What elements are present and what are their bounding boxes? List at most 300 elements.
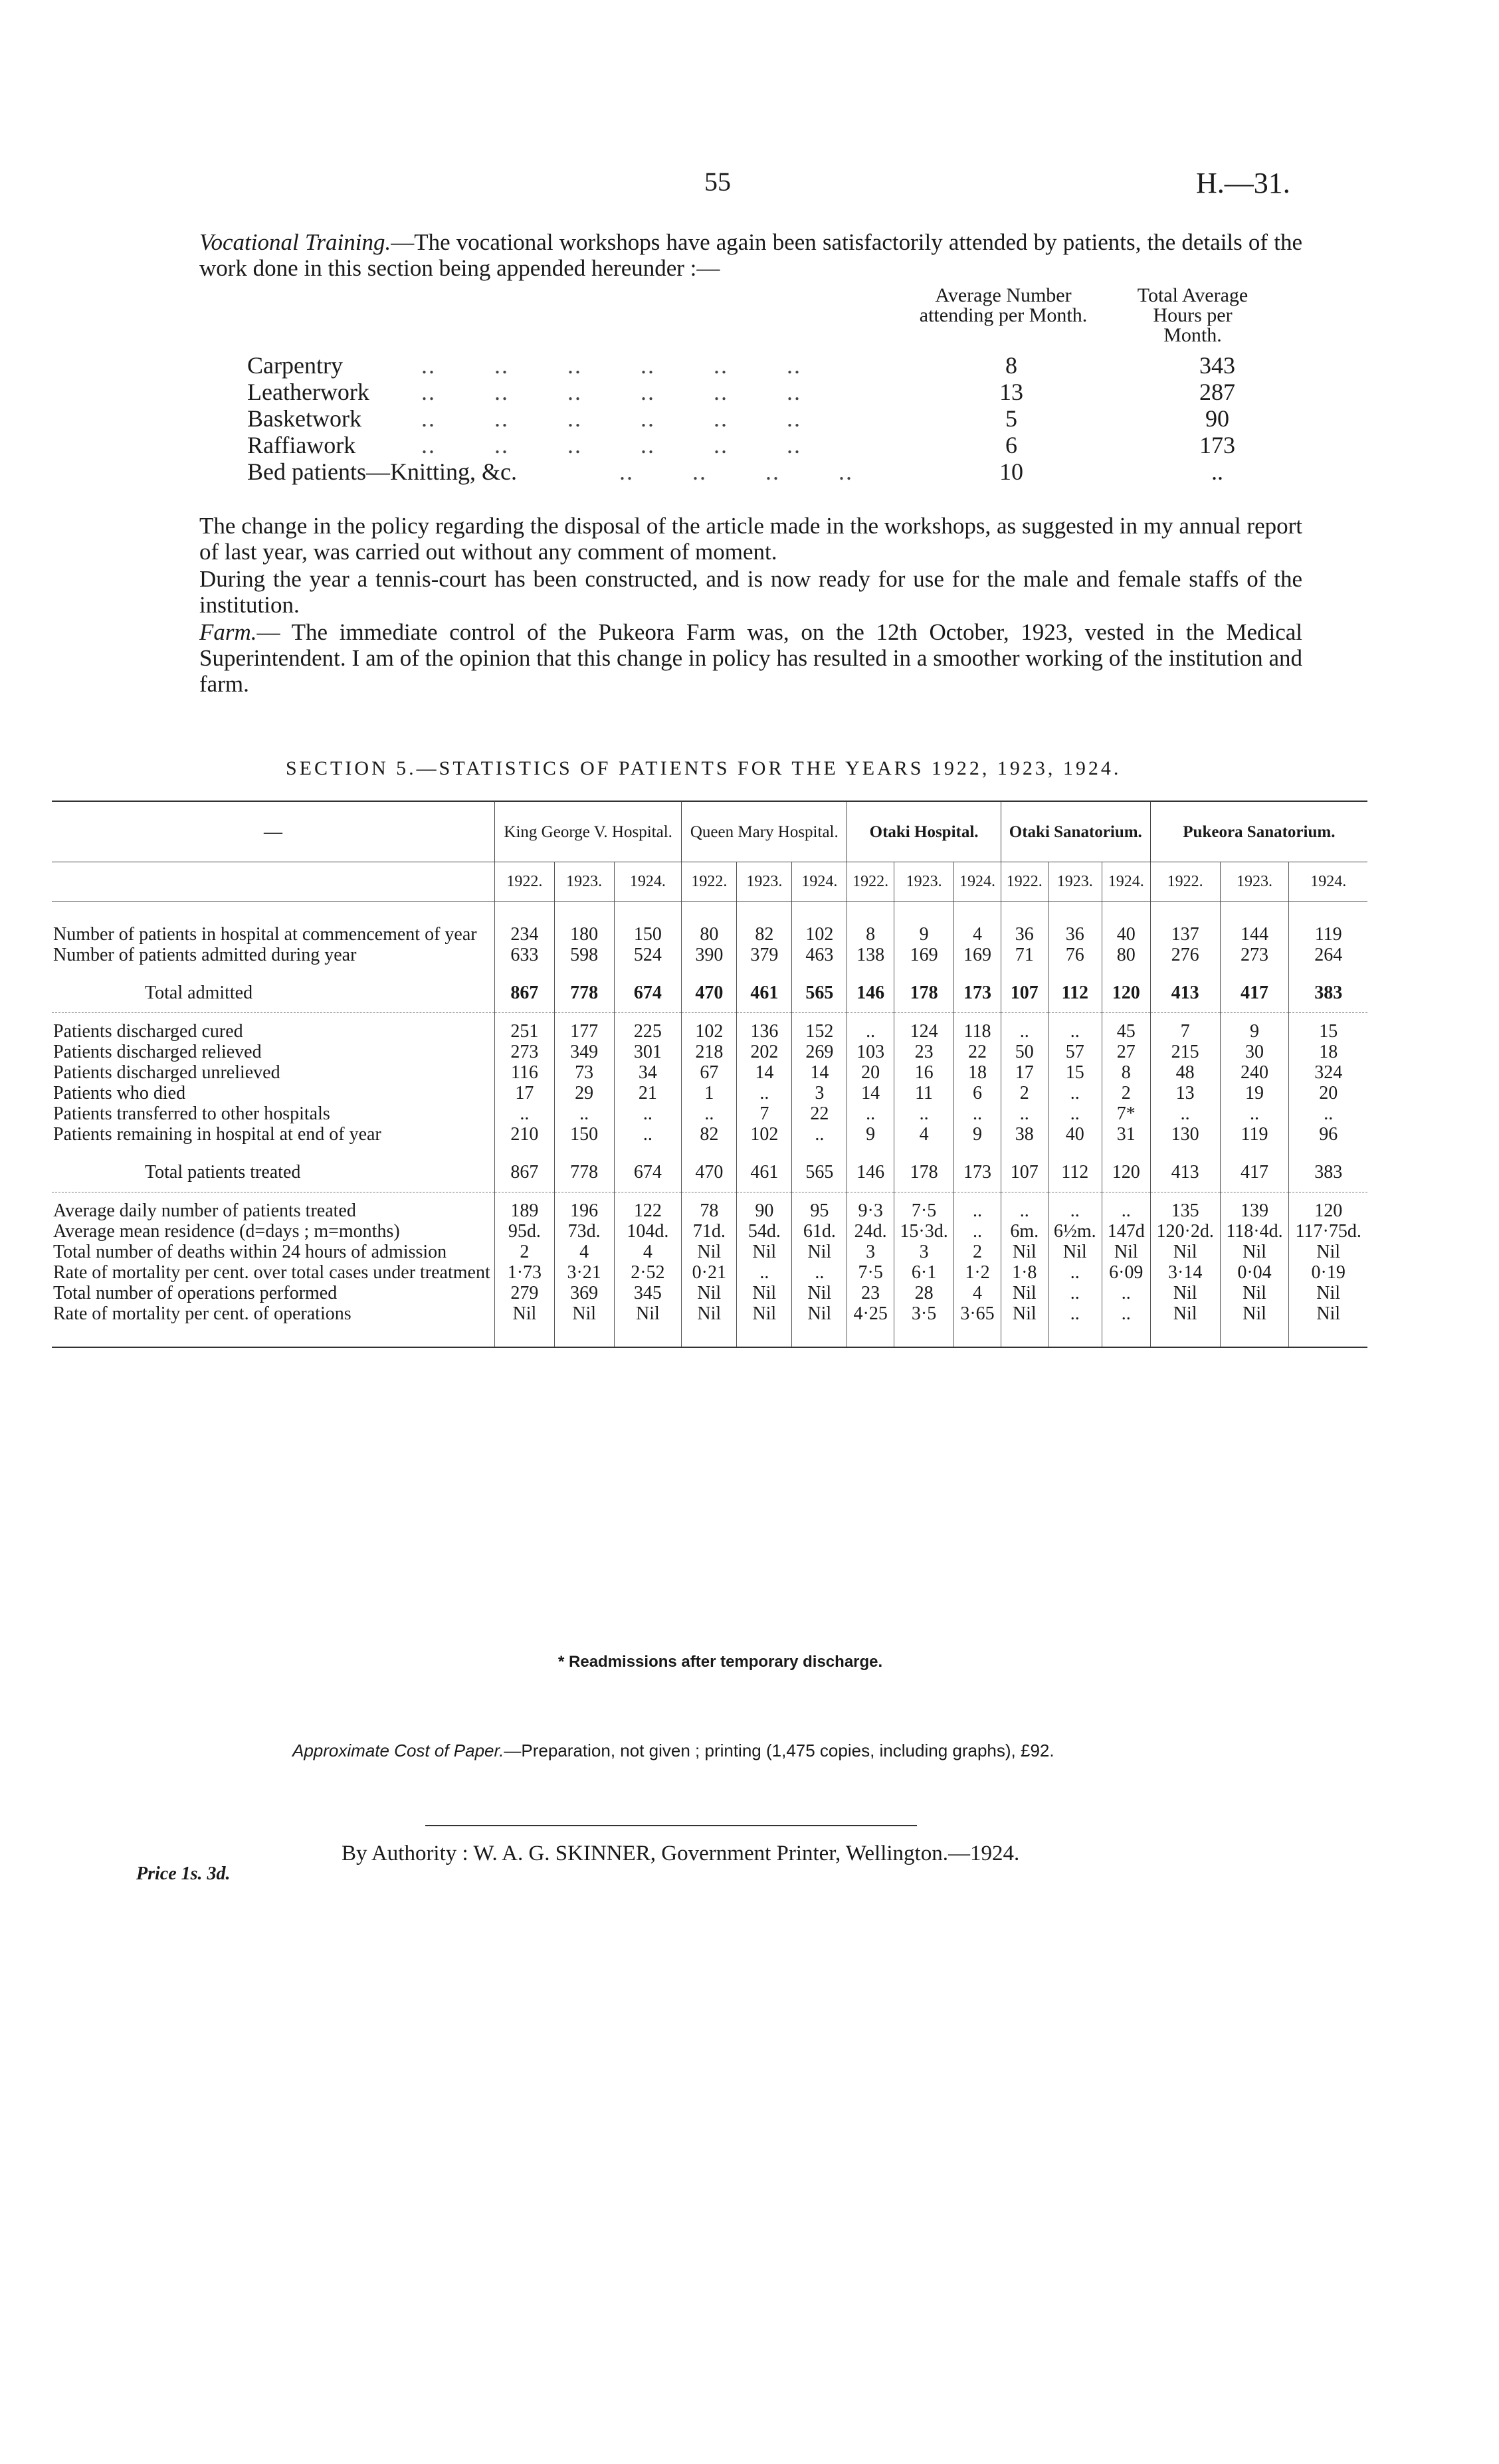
table-cell: 383: [1289, 973, 1367, 1013]
document-code: H.—31.: [1196, 167, 1290, 199]
table-cell: 71d.: [682, 1221, 737, 1242]
table-cell: 23: [894, 1042, 954, 1062]
table-cell: 4: [894, 1124, 954, 1145]
table-row: [52, 1103, 1367, 1124]
table-cell: Nil: [1001, 1303, 1048, 1324]
table-cell: 269: [792, 1042, 847, 1062]
table-cell: ..: [1048, 1262, 1102, 1283]
table-cell: ..: [1102, 1303, 1150, 1324]
row-label: Patients discharged unrelieved: [53, 1062, 280, 1083]
table-cell: Nil: [1289, 1242, 1367, 1262]
table-cell: 144: [1220, 924, 1289, 945]
table-row: [52, 1242, 1367, 1262]
table-cell: ..: [1048, 1200, 1102, 1221]
table-cell: 11: [894, 1083, 954, 1103]
table-cell: Nil: [1220, 1283, 1289, 1303]
table-cell: 80: [682, 924, 737, 945]
table-cell: 0·04: [1220, 1262, 1289, 1283]
table-row: [52, 1200, 1367, 1221]
table-cell: 169: [954, 945, 1001, 965]
table-cell: ..: [954, 1221, 1001, 1242]
table-cell: 6·09: [1102, 1262, 1150, 1283]
table-cell: Nil: [682, 1283, 737, 1303]
table-cell: 102: [737, 1124, 792, 1145]
table-cell: 23: [847, 1283, 894, 1303]
table-cell: 6½m.: [1048, 1221, 1102, 1242]
table-cell: 633: [495, 945, 555, 965]
table-cell: ..: [614, 1103, 682, 1124]
table-cell: 119: [1220, 1124, 1289, 1145]
row-label: Patients who died: [53, 1083, 186, 1103]
table-cell: 598: [554, 945, 614, 965]
hospital-header: Otaki Hospital.: [847, 801, 1001, 862]
page-number: 55: [704, 167, 731, 197]
table-cell: 2: [1001, 1083, 1048, 1103]
vocational-row: Carpentry .. .. .. .. .. .. 8 343: [247, 352, 1235, 379]
row-label: Patients discharged cured: [53, 1021, 243, 1042]
vocational-row: Raffiawork .. .. .. .. .. .. 6 173: [247, 432, 1235, 458]
table-cell: Nil: [737, 1242, 792, 1262]
table-cell: 61d.: [792, 1221, 847, 1242]
table-row: [52, 1153, 1367, 1192]
table-cell: Nil: [792, 1303, 847, 1324]
table-cell: 139: [1220, 1200, 1289, 1221]
table-cell: 7: [737, 1103, 792, 1124]
table-corner: —: [52, 801, 495, 862]
year-header: 1924.: [954, 862, 1001, 901]
row-label: Average mean residence (d=days ; m=months): [53, 1221, 400, 1242]
table-cell: 112: [1048, 973, 1102, 1013]
table-cell: 210: [495, 1124, 555, 1145]
printer-authority: By Authority : W. A. G. SKINNER, Government Printer, Wellington.—1924.: [342, 1842, 1020, 1865]
table-cell: 9·3: [847, 1200, 894, 1221]
paragraph-policy: The change in the policy regarding the disposal of the article made in the workshops, as suggested in my annual report of last year, was carried out without any comment of moment.: [199, 513, 1302, 565]
table-cell: ..: [737, 1262, 792, 1283]
table-cell: 461: [737, 973, 792, 1013]
table-cell: 6m.: [1001, 1221, 1048, 1242]
row-label: Patients transferred to other hospitals: [53, 1103, 330, 1124]
vocational-intro: [199, 229, 1302, 281]
table-cell: 225: [614, 1021, 682, 1042]
farm-heading: Farm.: [199, 619, 257, 645]
statistics-table: [52, 801, 1367, 1348]
table-cell: 4: [954, 1283, 1001, 1303]
row-label: Rate of mortality per cent. over total cases under treatment: [53, 1262, 490, 1283]
table-cell: 14: [737, 1062, 792, 1083]
table-cell: 463: [792, 945, 847, 965]
table-cell: ..: [1001, 1021, 1048, 1042]
table-cell: 122: [614, 1200, 682, 1221]
table-cell: 73: [554, 1062, 614, 1083]
table-cell: 6: [954, 1083, 1001, 1103]
year-header: 1924.: [1102, 862, 1150, 901]
table-row: [52, 1062, 1367, 1083]
table-cell: 178: [894, 973, 954, 1013]
table-cell: 215: [1150, 1042, 1220, 1062]
table-cell: Nil: [1150, 1283, 1220, 1303]
row-label: Total admitted: [52, 973, 495, 1013]
table-cell: Nil: [682, 1303, 737, 1324]
table-cell: 413: [1150, 1153, 1220, 1192]
table-cell: 21: [614, 1083, 682, 1103]
table-cell: 20: [847, 1062, 894, 1083]
table-cell: 30: [1220, 1042, 1289, 1062]
table-cell: 674: [614, 973, 682, 1013]
table-cell: ..: [954, 1103, 1001, 1124]
table-cell: ..: [495, 1103, 555, 1124]
table-cell: 3: [894, 1242, 954, 1262]
row-label: Total number of deaths within 24 hours of admission: [53, 1242, 447, 1262]
footnote: * Readmissions after temporary discharge.: [558, 1653, 883, 1671]
table-cell: 147d: [1102, 1221, 1150, 1242]
table-cell: Nil: [792, 1283, 847, 1303]
vocational-row: Bed patients—Knitting, &c. .. .. .. .. 10 ..: [247, 458, 1223, 485]
table-cell: Nil: [1001, 1242, 1048, 1262]
table-cell: 104d.: [614, 1221, 682, 1242]
table-cell: 102: [682, 1021, 737, 1042]
table-cell: Nil: [554, 1303, 614, 1324]
year-header: 1923.: [554, 862, 614, 901]
table-cell: 67: [682, 1062, 737, 1083]
year-header: 1924.: [614, 862, 682, 901]
hospital-header: Otaki Sanatorium.: [1001, 801, 1150, 862]
table-cell: 78: [682, 1200, 737, 1221]
table-cell: 7·5: [847, 1262, 894, 1283]
table-cell: 17: [1001, 1062, 1048, 1083]
table-row: [52, 1042, 1367, 1062]
hospital-header: King George V. Hospital.: [495, 801, 682, 862]
row-label: Patients discharged relieved: [53, 1042, 262, 1062]
hospital-header: Queen Mary Hospital.: [682, 801, 847, 862]
table-cell: 24d.: [847, 1221, 894, 1242]
table-cell: 137: [1150, 924, 1220, 945]
table-cell: 524: [614, 945, 682, 965]
table-cell: Nil: [1048, 1242, 1102, 1262]
table-cell: 20: [1289, 1083, 1367, 1103]
year-header: 1922.: [1150, 862, 1220, 901]
table-cell: 18: [954, 1062, 1001, 1083]
price: Price 1s. 3d.: [136, 1863, 231, 1884]
row-label: Average daily number of patients treated: [53, 1200, 356, 1221]
table-cell: 379: [737, 945, 792, 965]
table-cell: 102: [792, 924, 847, 945]
table-cell: 3: [792, 1083, 847, 1103]
table-cell: 417: [1220, 1153, 1289, 1192]
table-cell: 565: [792, 973, 847, 1013]
table-cell: ..: [1102, 1200, 1150, 1221]
table-cell: ..: [894, 1103, 954, 1124]
table-cell: 173: [954, 973, 1001, 1013]
table-cell: 96: [1289, 1124, 1367, 1145]
year-header: 1922.: [847, 862, 894, 901]
table-cell: 31: [1102, 1124, 1150, 1145]
table-cell: 4: [614, 1242, 682, 1262]
table-cell: 120·2d.: [1150, 1221, 1220, 1242]
table-cell: 234: [495, 924, 555, 945]
table-cell: 82: [737, 924, 792, 945]
year-header: 1922.: [1001, 862, 1048, 901]
row-label: Total number of operations performed: [53, 1283, 338, 1303]
divider-rule: [425, 1825, 917, 1826]
table-cell: Nil: [1289, 1283, 1367, 1303]
table-cell: 189: [495, 1200, 555, 1221]
row-label: Patients remaining in hospital at end of year: [53, 1124, 381, 1145]
table-cell: ..: [1048, 1083, 1102, 1103]
vocational-intro-text: —The vocational workshops have again been satisfactorily attended by patients, the details of the work done in this section being appended hereunder :—: [199, 229, 1302, 281]
table-cell: Nil: [1150, 1242, 1220, 1262]
table-cell: 130: [1150, 1124, 1220, 1145]
row-label: Total patients treated: [52, 1153, 495, 1192]
table-cell: 383: [1289, 1153, 1367, 1192]
year-header: 1922.: [495, 862, 555, 901]
table-cell: 9: [1220, 1021, 1289, 1042]
table-cell: 36: [1001, 924, 1048, 945]
table-cell: 136: [737, 1021, 792, 1042]
table-cell: Nil: [1001, 1283, 1048, 1303]
table-cell: ..: [737, 1083, 792, 1103]
table-cell: 14: [792, 1062, 847, 1083]
table-cell: ..: [1150, 1103, 1220, 1124]
table-cell: ..: [792, 1124, 847, 1145]
table-cell: 251: [495, 1021, 555, 1042]
table-cell: Nil: [495, 1303, 555, 1324]
table-cell: Nil: [1102, 1242, 1150, 1262]
col-header-attending: Average Number attending per Month.: [919, 284, 1088, 326]
table-cell: 73d.: [554, 1221, 614, 1242]
hospital-header: Pukeora Sanatorium.: [1150, 801, 1367, 862]
table-cell: 118·4d.: [1220, 1221, 1289, 1242]
table-cell: Nil: [1289, 1303, 1367, 1324]
vocational-row: Leatherwork .. .. .. .. .. .. 13 287: [247, 379, 1235, 405]
table-cell: 180: [554, 924, 614, 945]
row-label: Number of patients admitted during year: [53, 945, 357, 965]
year-header: 1923.: [1048, 862, 1102, 901]
table-cell: 3·65: [954, 1303, 1001, 1324]
table-cell: 1: [682, 1083, 737, 1103]
year-header: 1923.: [894, 862, 954, 901]
table-cell: 8: [847, 924, 894, 945]
table-row: [52, 973, 1367, 1013]
table-cell: 146: [847, 973, 894, 1013]
table-cell: 27: [1102, 1042, 1150, 1062]
vocational-heading: Vocational Training.: [199, 229, 391, 255]
table-cell: 124: [894, 1021, 954, 1042]
table-cell: 178: [894, 1153, 954, 1192]
table-cell: 173: [954, 1153, 1001, 1192]
table-row: [52, 945, 1367, 965]
table-cell: 9: [847, 1124, 894, 1145]
table-row: [52, 1083, 1367, 1103]
table-row: [52, 924, 1367, 945]
table-cell: ..: [1001, 1200, 1048, 1221]
table-cell: 2·52: [614, 1262, 682, 1283]
table-cell: 778: [554, 973, 614, 1013]
table-cell: 324: [1289, 1062, 1367, 1083]
table-cell: Nil: [737, 1283, 792, 1303]
table-row: [52, 1283, 1367, 1303]
table-cell: 50: [1001, 1042, 1048, 1062]
row-label: Rate of mortality per cent. of operations: [53, 1303, 351, 1324]
farm-text: — The immediate control of the Pukeora Farm was, on the 12th October, 1923, vested in the Medical Superintendent. I am of the opinion that this change in policy has resulted in a smoother working of the institution and farm.: [199, 619, 1302, 697]
table-cell: 276: [1150, 945, 1220, 965]
table-cell: 3·21: [554, 1262, 614, 1283]
cost-text: —Preparation, not given ; printing (1,475 copies, including graphs), £92.: [504, 1741, 1054, 1760]
table-cell: 867: [495, 1153, 555, 1192]
table-cell: 95d.: [495, 1221, 555, 1242]
table-cell: 90: [737, 1200, 792, 1221]
table-cell: 118: [954, 1021, 1001, 1042]
table-cell: 349: [554, 1042, 614, 1062]
cost-note: [292, 1741, 1054, 1761]
table-cell: 202: [737, 1042, 792, 1062]
table-cell: ..: [1289, 1103, 1367, 1124]
year-header-row: [52, 862, 1367, 901]
table-cell: 29: [554, 1083, 614, 1103]
table-cell: 169: [894, 945, 954, 965]
table-cell: 38: [1001, 1124, 1048, 1145]
table-cell: 9: [894, 924, 954, 945]
table-cell: 417: [1220, 973, 1289, 1013]
table-cell: ..: [554, 1103, 614, 1124]
table-cell: 107: [1001, 1153, 1048, 1192]
table-cell: 34: [614, 1062, 682, 1083]
table-cell: 28: [894, 1283, 954, 1303]
table-cell: 19: [1220, 1083, 1289, 1103]
table-cell: 470: [682, 973, 737, 1013]
table-cell: 0·19: [1289, 1262, 1367, 1283]
year-header: 1924.: [792, 862, 847, 901]
table-cell: 112: [1048, 1153, 1102, 1192]
table-cell: 461: [737, 1153, 792, 1192]
table-cell: 16: [894, 1062, 954, 1083]
table-cell: ..: [954, 1200, 1001, 1221]
table-cell: 3: [847, 1242, 894, 1262]
table-cell: ..: [1001, 1103, 1048, 1124]
table-cell: ..: [682, 1103, 737, 1124]
year-header: 1924.: [1289, 862, 1367, 901]
vocational-row: Basketwork .. .. .. .. .. .. 5 90: [247, 405, 1229, 432]
table-cell: 22: [954, 1042, 1001, 1062]
paragraph-farm: [199, 619, 1302, 697]
table-cell: 4: [554, 1242, 614, 1262]
table-cell: ..: [1220, 1103, 1289, 1124]
table-cell: 1·73: [495, 1262, 555, 1283]
table-cell: 1·2: [954, 1262, 1001, 1283]
table-cell: 301: [614, 1042, 682, 1062]
table-cell: 7·5: [894, 1200, 954, 1221]
table-row: [52, 1221, 1367, 1242]
table-cell: 117·75d.: [1289, 1221, 1367, 1242]
table-cell: 76: [1048, 945, 1102, 965]
table-cell: 150: [554, 1124, 614, 1145]
table-cell: ..: [847, 1021, 894, 1042]
table-cell: 264: [1289, 945, 1367, 965]
col-header-hours: Total Average Hours per Month.: [1137, 284, 1249, 346]
table-cell: 15·3d.: [894, 1221, 954, 1242]
table-cell: 103: [847, 1042, 894, 1062]
paragraph-tennis: During the year a tennis-court has been constructed, and is now ready for use for the male and female staffs of the institution.: [199, 566, 1302, 618]
table-cell: 57: [1048, 1042, 1102, 1062]
table-cell: Nil: [614, 1303, 682, 1324]
hospital-header-row: [52, 801, 1367, 862]
table-cell: 80: [1102, 945, 1150, 965]
table-cell: ..: [1048, 1283, 1102, 1303]
year-header: 1922.: [682, 862, 737, 901]
table-cell: 7: [1150, 1021, 1220, 1042]
table-cell: 150: [614, 924, 682, 945]
table-cell: 15: [1289, 1021, 1367, 1042]
table-cell: 413: [1150, 973, 1220, 1013]
table-cell: 470: [682, 1153, 737, 1192]
table-cell: 7*: [1102, 1103, 1150, 1124]
table-cell: 369: [554, 1283, 614, 1303]
table-cell: ..: [614, 1124, 682, 1145]
table-cell: 107: [1001, 973, 1048, 1013]
table-cell: 48: [1150, 1062, 1220, 1083]
table-cell: 120: [1102, 973, 1150, 1013]
table-cell: 3·5: [894, 1303, 954, 1324]
table-cell: 273: [1220, 945, 1289, 965]
table-cell: 120: [1102, 1153, 1150, 1192]
table-row: [52, 1262, 1367, 1283]
table-cell: 82: [682, 1124, 737, 1145]
table-cell: 138: [847, 945, 894, 965]
table-cell: 867: [495, 973, 555, 1013]
cost-heading: Approximate Cost of Paper.: [292, 1741, 504, 1760]
table-cell: 14: [847, 1083, 894, 1103]
table-cell: 146: [847, 1153, 894, 1192]
table-cell: 1·8: [1001, 1262, 1048, 1283]
table-cell: ..: [847, 1103, 894, 1124]
table-cell: 71: [1001, 945, 1048, 965]
table-cell: ..: [1048, 1303, 1102, 1324]
table-cell: 2: [954, 1242, 1001, 1262]
table-cell: 15: [1048, 1062, 1102, 1083]
table-cell: Nil: [1220, 1242, 1289, 1262]
table-cell: 2: [495, 1242, 555, 1262]
table-cell: 116: [495, 1062, 555, 1083]
table-cell: 273: [495, 1042, 555, 1062]
table-cell: 54d.: [737, 1221, 792, 1242]
table-cell: 18: [1289, 1042, 1367, 1062]
row-label: Number of patients in hospital at commencement of year: [53, 924, 477, 945]
table-row: [52, 1124, 1367, 1145]
table-cell: 8: [1102, 1062, 1150, 1083]
table-cell: Nil: [1220, 1303, 1289, 1324]
table-cell: 196: [554, 1200, 614, 1221]
table-cell: 345: [614, 1283, 682, 1303]
table-cell: 36: [1048, 924, 1102, 945]
table-cell: 119: [1289, 924, 1367, 945]
year-header: 1923.: [1220, 862, 1289, 901]
table-cell: 13: [1150, 1083, 1220, 1103]
table-cell: 565: [792, 1153, 847, 1192]
table-cell: 45: [1102, 1021, 1150, 1042]
table-cell: 3·14: [1150, 1262, 1220, 1283]
year-header: 1923.: [737, 862, 792, 901]
table-cell: Nil: [1150, 1303, 1220, 1324]
table-cell: 4·25: [847, 1303, 894, 1324]
table-cell: 0·21: [682, 1262, 737, 1283]
table-cell: 135: [1150, 1200, 1220, 1221]
table-cell: 152: [792, 1021, 847, 1042]
table-cell: 674: [614, 1153, 682, 1192]
table-cell: 95: [792, 1200, 847, 1221]
table-cell: 17: [495, 1083, 555, 1103]
table-cell: Nil: [682, 1242, 737, 1262]
table-cell: 177: [554, 1021, 614, 1042]
table-cell: 22: [792, 1103, 847, 1124]
